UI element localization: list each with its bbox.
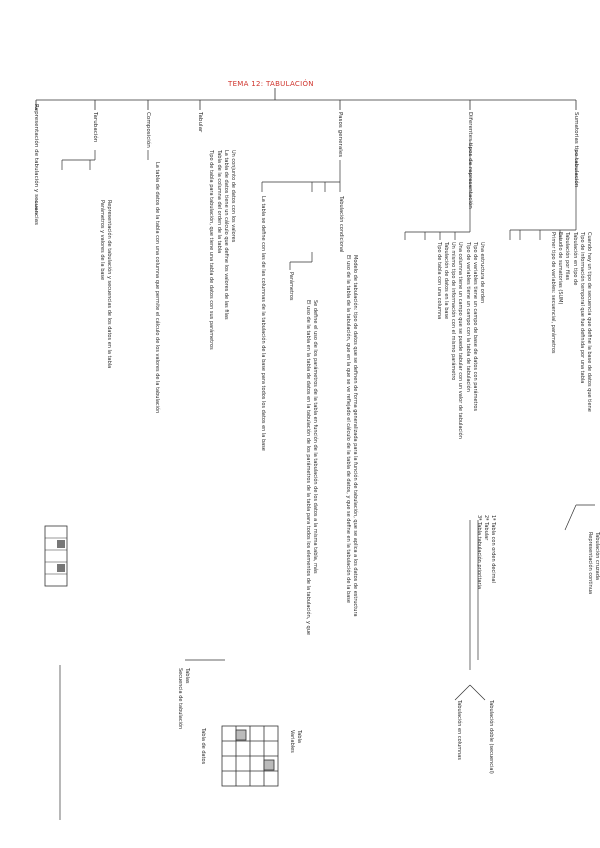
branch-label: Diferentes tipos de representación: [467, 112, 473, 209]
branch2-leaf-right: [487, 700, 494, 774]
branch3-sub-a: [337, 196, 344, 252]
left-trees: [36, 150, 225, 820]
text-line: Tipo de tabla para tabulación, que tiene una tabla de datos con sus parámetros: [208, 150, 215, 350]
text-line: Tipo de variables tiene un campo con la tabla de tabulación: [464, 242, 471, 392]
text-line: 3ª Tabla tabulación prioritaria: [475, 515, 482, 590]
grid-label: [199, 728, 206, 764]
branch-composicion: [144, 112, 152, 148]
text-line: Tabla: [296, 730, 302, 743]
branch4-lines: [207, 150, 236, 350]
text-line: Primer tipo de variables: secuencial, parámetros: [549, 232, 556, 354]
page-title: TEMA 12: TABULACIÓN: [228, 80, 314, 88]
text-line: Tipo de variables tiene un campo de base de datos con parámetros: [471, 242, 478, 412]
branch-label: Composición: [145, 112, 151, 148]
text-line: Tabulación en columnas: [456, 700, 462, 760]
branch3-long: [259, 196, 266, 451]
branch-representacion-secuencias: [32, 104, 40, 225]
branch-label: Pasos generales: [337, 112, 343, 158]
text-line: Representación de tabulación y secuencias de los datos en la tabla: [106, 200, 112, 369]
branch-tarubacion: [91, 112, 99, 142]
text-line: Tabulación doble (secuencial): [488, 700, 494, 774]
text-line: Tipo de información temporal que fue definida por una tabla: [578, 232, 585, 384]
text-line: Tablas: [184, 668, 190, 684]
text-line: Variables: [288, 730, 295, 753]
text-line: Cuando hay un tipo de secuencia que define la base de datos que tiene: [586, 232, 592, 412]
text-line: Tabulación en tipo de: [571, 232, 578, 286]
text-line: Tipo de tabla con una columna: [435, 242, 442, 320]
branch-label: Tarubación: [92, 112, 98, 143]
branch-label: Representación de tabulación y secuencias: [33, 104, 39, 226]
text-line: Tabulación de datos en la base: [442, 242, 449, 320]
text-line: Tabulación condicional: [338, 196, 344, 253]
branch2-items: [474, 515, 496, 589]
text-line: 1ª Tabla con orden decimal: [490, 515, 496, 583]
branch-label: Sumatorias tipo tabulación: [573, 112, 579, 188]
grid-notes: [288, 730, 302, 753]
text-line: Una columna tiene un campo que se puede tabular con un valor de tabulación: [457, 242, 464, 439]
text-line: La tabla de datos tiene un cálculo que define los valores de las filas: [222, 150, 229, 320]
text-line: Se define el uso de los parámetros de la tabla en función de la tabulación de los datos a la misma tabla, más: [312, 300, 318, 574]
branch2-lines: [435, 242, 485, 439]
text-line: Modelo de tabulación: tipo de datos que se definen de forma generalizada para la función de tabulación, que se aplica a los datos de estructura: [352, 255, 358, 617]
branch-sumatorias: [572, 112, 580, 187]
branch-tabular: [196, 112, 204, 132]
branch2-leaf-left: [455, 700, 462, 760]
text-line: El uso de la tabla en la tabla de datos en la tabulación de los parámetros de la tabla para todos los elementos de la tabulación, y que: [304, 300, 311, 635]
branch1-tail: [586, 532, 600, 594]
branch1-lines: [549, 232, 592, 412]
branch-representacion: [466, 112, 474, 209]
branch-pasos: [336, 112, 344, 157]
text-line: Parámetros: [288, 272, 294, 301]
branch3-sub-b: [287, 272, 294, 301]
text-line: Secuencia de tabulación: [176, 668, 183, 730]
text-line: Una estructura de orden: [479, 242, 485, 304]
branch3-extra: [304, 300, 318, 635]
branch-label: Tabular: [197, 112, 203, 133]
text-line: La tabla se define con las de las columnas de la tabulación de la base para todos los datos en la base: [260, 196, 266, 451]
branch5-lines: [153, 162, 160, 413]
text-line: Tabla de la columna del orden de la tabla: [215, 150, 222, 254]
lower-notes: [176, 668, 190, 729]
branch3-tree: [262, 160, 340, 270]
grid-figure: [222, 726, 278, 786]
branch-drops: [36, 100, 576, 110]
text-line: Tabulación por filas: [564, 232, 571, 281]
text-line: Tabla de datos: [200, 728, 206, 765]
text-line: Parámetros y valores de la base: [98, 200, 105, 281]
branch6-lines: [98, 200, 112, 368]
branch3-lines: [344, 255, 358, 617]
text-line: 2ª Tabular: [482, 515, 489, 541]
text-line: Un conjunto de datos con los valores: [230, 150, 236, 243]
text-line: Estudio de sumatorias (SUM): [557, 232, 564, 305]
text-line: Representación continua: [586, 532, 593, 595]
text-line: Tabulación cruzada: [594, 532, 600, 580]
text-line: El uso de la tabla de la tabulación, que en la que se ve reflejado el cálculo de la tabla de datos, y que se define en la tabulación de la base: [344, 255, 351, 603]
cell-stack-figure: [45, 526, 67, 586]
text-line: Un mismo tipo de información con el mismo parámetro: [450, 242, 457, 381]
text-line: La tabla de datos de la tabla con una columna que permite el cálculo de los valores de la tabulación: [154, 162, 160, 414]
